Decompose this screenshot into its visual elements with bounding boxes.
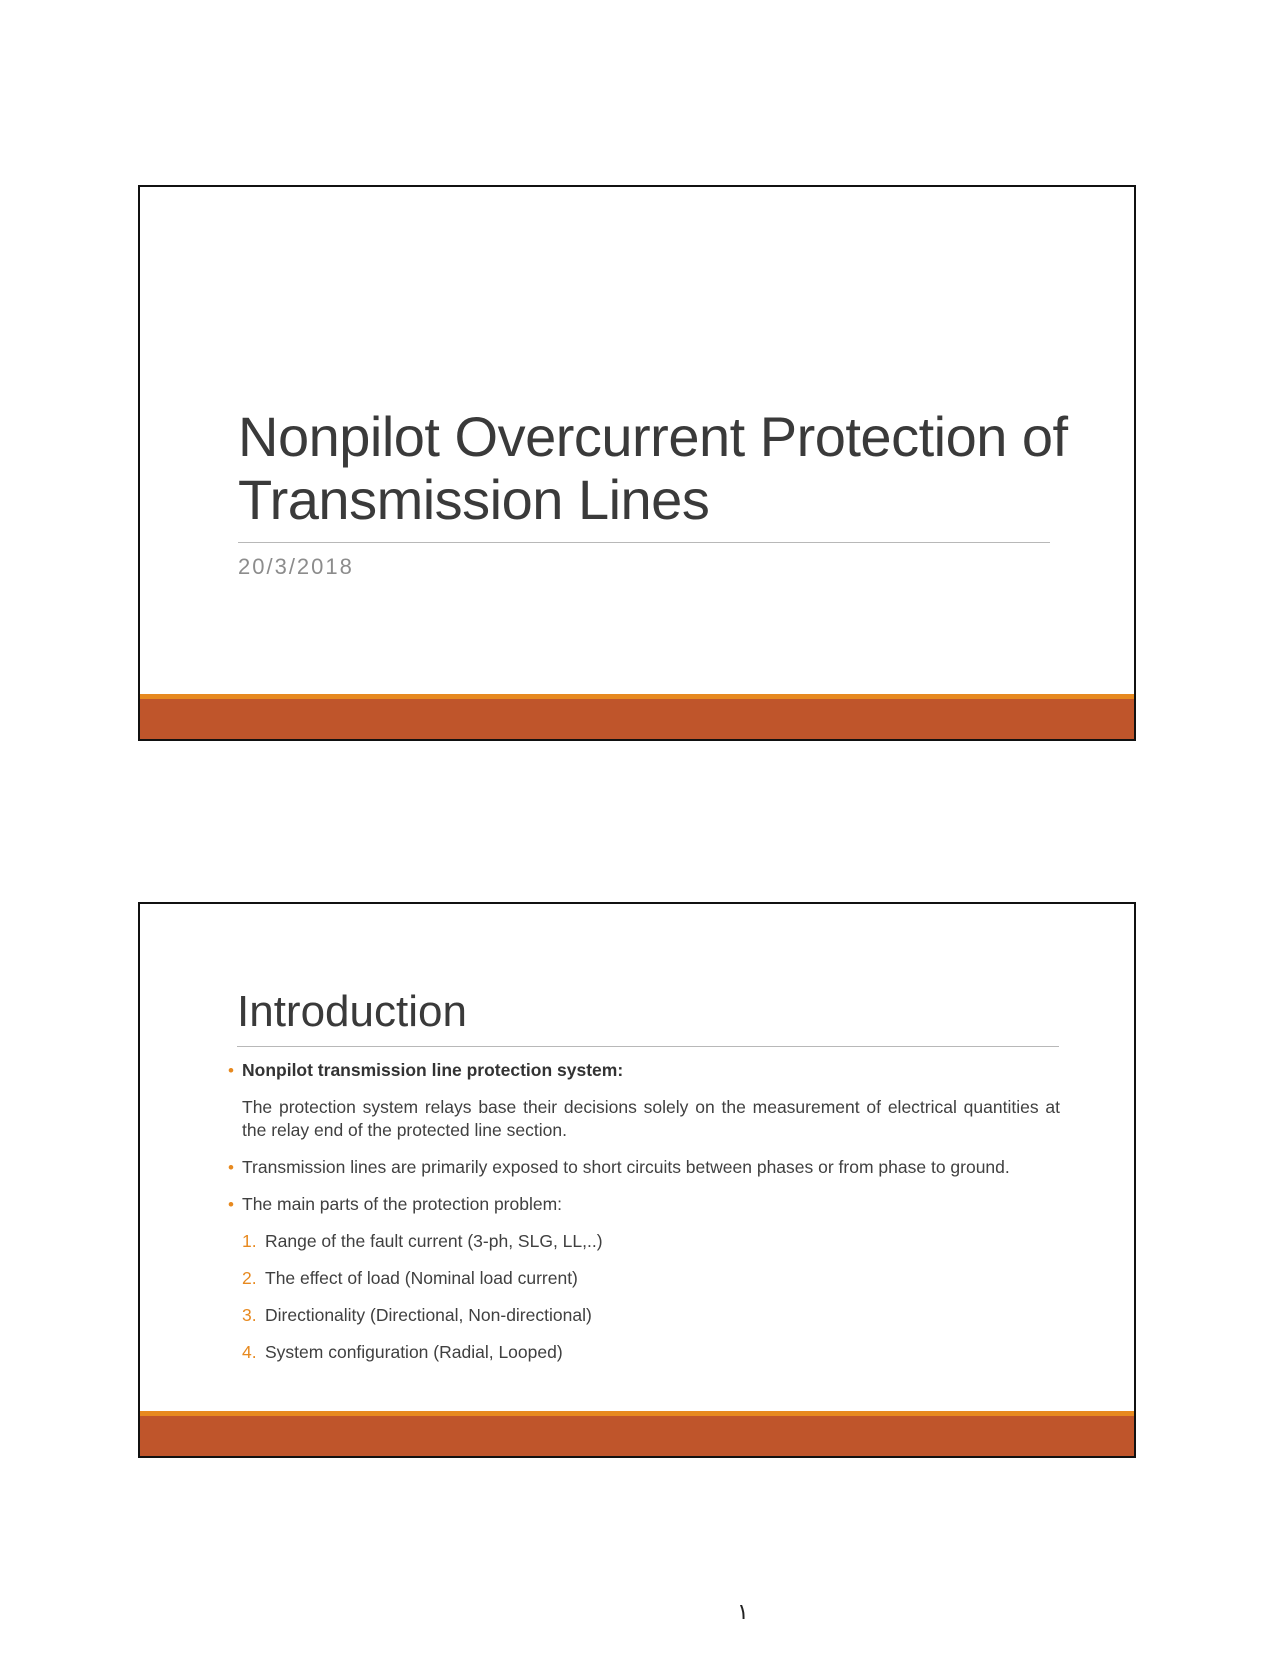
item-number: 1. <box>242 1231 257 1251</box>
bullet-item <box>228 1193 1060 1216</box>
bullet-text: The main parts of the protection problem: <box>242 1194 563 1214</box>
footer-band <box>140 694 1134 739</box>
item-text: Range of the fault current (3-ph, SLG, LL,..) <box>265 1231 603 1251</box>
item-number: 2. <box>242 1268 257 1288</box>
bullet-item <box>228 1059 1060 1082</box>
numbered-item <box>228 1304 1060 1327</box>
numbered-item <box>228 1267 1060 1290</box>
title-slide <box>138 185 1136 741</box>
footer-band <box>140 1411 1134 1456</box>
bullet-text: Nonpilot transmission line protection system: <box>242 1060 624 1080</box>
item-text: The effect of load (Nominal load current) <box>265 1268 578 1288</box>
slide-heading: Introduction <box>237 987 467 1036</box>
bullet-dot-icon: • <box>228 1061 234 1080</box>
bullet-dot-icon: • <box>228 1158 234 1177</box>
heading-divider <box>237 1046 1059 1047</box>
bullet-item <box>228 1156 1060 1179</box>
item-number: 3. <box>242 1305 257 1325</box>
numbered-item <box>228 1341 1060 1364</box>
bullet-dot-icon: • <box>228 1195 234 1214</box>
paragraph: The protection system relays base their decisions solely on the measurement of electrical quantities at the relay end of the protected line section. <box>242 1097 1060 1140</box>
item-text: System configuration (Radial, Looped) <box>265 1342 563 1362</box>
item-number: 4. <box>242 1342 257 1362</box>
slide-date: 20/3/2018 <box>238 554 354 579</box>
numbered-item <box>228 1230 1060 1253</box>
bullet-text: Transmission lines are primarily exposed to short circuits between phases or from phase to ground. <box>242 1157 1010 1177</box>
item-text: Directionality (Directional, Non-directional) <box>265 1305 592 1325</box>
introduction-slide <box>138 902 1136 1458</box>
slide-title: Nonpilot Overcurrent Protection of Transmission Lines <box>238 405 1068 531</box>
slide-content <box>228 1059 1060 1378</box>
page-number: ١ <box>737 1600 749 1625</box>
title-divider <box>238 542 1050 543</box>
